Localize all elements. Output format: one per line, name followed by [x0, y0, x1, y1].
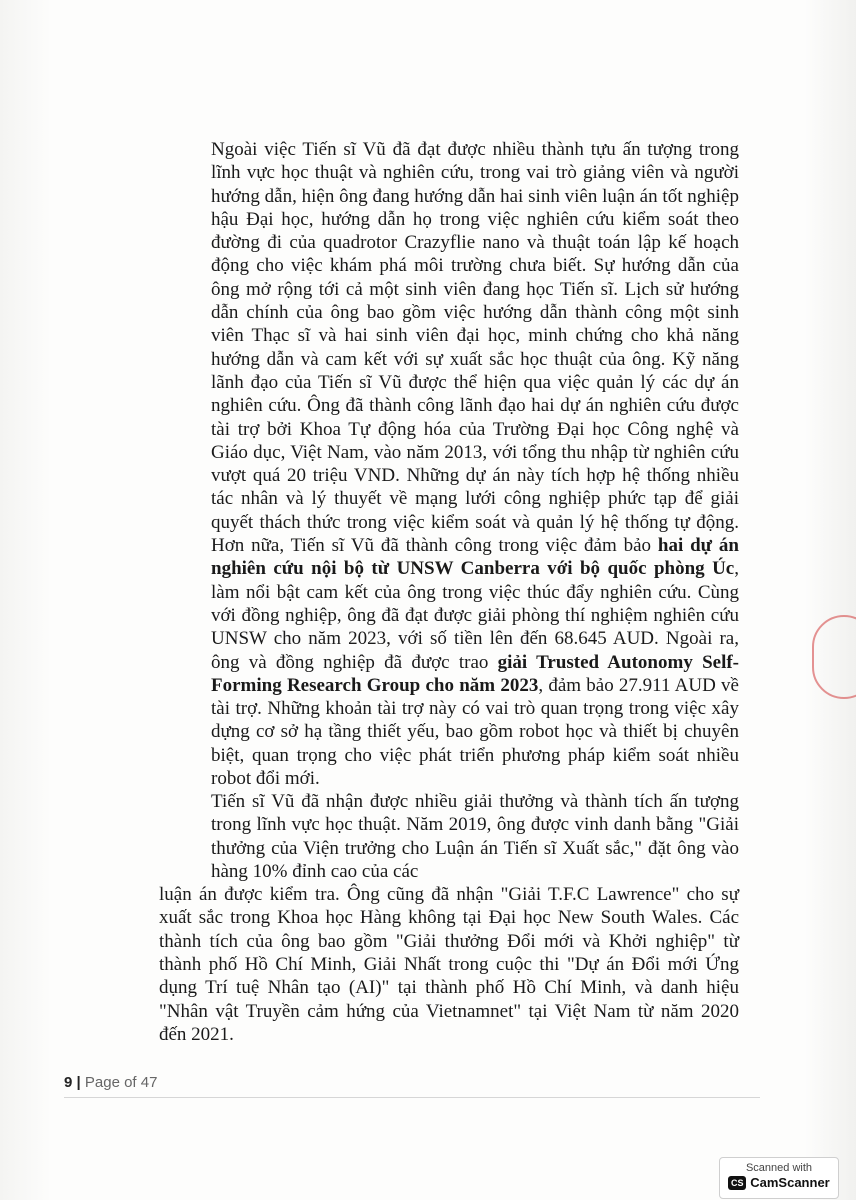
paragraph-1 [159, 138, 739, 790]
paragraph-1-part-3: , đảm bảo 27.911 AUD về tài trợ. Những khoản tài trợ này có vai trò quan trọng trong việc xây dựng cơ sở hạ tầng thiết yếu, bao gồm robot học và thiết bị chuyên biệt, quan trọng cho việc phát triển phương pháp kiểm soát nhiều robot đổi mới. [211, 674, 739, 790]
paragraph-1-part-1: Ngoài việc Tiến sĩ Vũ đã đạt được nhiều thành tựu ấn tượng trong lĩnh vực học thuật và nghiên cứu, trong vai trò giảng viên và người hướng dẫn, hiện ông đang hướng dẫn hai sinh viên luận án tốt nghiệp hậu Đại học, hướng dẫn họ trong việc nghiên cứu kiểm soát theo đường đi của quadrotor Crazyflie nano và thuật toán lập kế hoạch động cho việc khám phá môi trường chưa biết. Sự hướng dẫn của ông mở rộng tới cả một sinh viên đang học Tiến sĩ. Lịch sử hướng dẫn chính của ông bao gồm việc hướng dẫn thành công một sinh viên Thạc sĩ và hai sinh viên đại học, minh chứng cho khả năng hướng dẫn và cam kết với sự xuất sắc học thuật của ông. Kỹ năng lãnh đạo của Tiến sĩ Vũ được thể hiện qua việc quản lý các dự án nghiên cứu. Ông đã thành công lãnh đạo hai dự án nghiên cứu được tài trợ bởi Khoa Tự động hóa của Trường Đại học Công nghệ và Giáo dục, Việt Nam, vào năm 2013, với tổng thu nhập từ nghiên cứu vượt quá 20 triệu VND. Những dự án này tích hợp hệ thống nhiều tác nhân và lý thuyết về mạng lưới công nghiệp phức tạp để giải quyết thách thức trong việc kiểm soát và quản lý hệ thống tự động. Hơn nữa, Tiến sĩ Vũ đã thành công trong việc đảm bảo [211, 139, 739, 557]
footer-separator: | [72, 1074, 85, 1091]
red-stamp-mark [812, 615, 856, 699]
paragraph-1-text [159, 138, 739, 790]
camscanner-badge [719, 1157, 839, 1199]
page-footer [64, 1074, 760, 1098]
page-number: 9 [64, 1074, 73, 1091]
paragraph-1-part-2: , làm nổi bật cam kết của ông trong việc thúc đẩy nghiên cứu. Cùng với đồng nghiệp, ông đã đạt được giải phòng thí nghiệm nghiên cứu UNSW cho năm 2023, với số tiền lên đến 68.645 AUD. Ngoài ra, ông và đồng nghiệp đã được trao [211, 558, 739, 673]
paragraph-2-part-1: Tiến sĩ Vũ đã nhận được nhiều giải thưởng và thành tích ấn tượng trong lĩnh vực học thuật. Năm 2019, ông được vinh danh bằng "Giải thưởng của Viện trưởng cho Luận án Tiến sĩ Xuất sắc," đặt ông vào hàng 10% đỉnh cao của các [211, 791, 739, 882]
paragraph-2-part-2: luận án được kiểm tra. Ông cũng đã nhận "Giải T.F.C Lawrence" cho sự xuất sắc trong Khoa học Hàng không tại Đại học New South Wales. Các thành tích của ông bao gồm "Giải thưởng Đổi mới và Khởi nghiệp" từ thành phố Hồ Chí Minh, Giải Nhất trong cuộc thi "Dự án Đổi mới Ứng dụng Trí tuệ Nhân tạo (AI)" tại thành phố Hồ Chí Minh, và danh hiệu "Nhân vật Truyền cảm hứng của Vietnamnet" tại Việt Nam từ năm 2020 đến 2021. [159, 884, 739, 1045]
camscanner-logo-icon: CS [728, 1176, 746, 1190]
camscanner-brand [720, 1175, 838, 1190]
paragraph-1-bold-1: hai dự án nghiên cứu nội bộ từ UNSW Canberra với bộ quốc phòng Úc [211, 535, 739, 580]
paragraph-2 [159, 790, 739, 1046]
paragraph-1-bold-2: giải Trusted Autonomy Self-Forming Research Group cho năm 2023 [211, 651, 739, 696]
camscanner-brand-label: CamScanner [750, 1175, 830, 1190]
scanned-with-label: Scanned with [745, 1162, 813, 1174]
page-label: Page of 47 [84, 1074, 158, 1091]
